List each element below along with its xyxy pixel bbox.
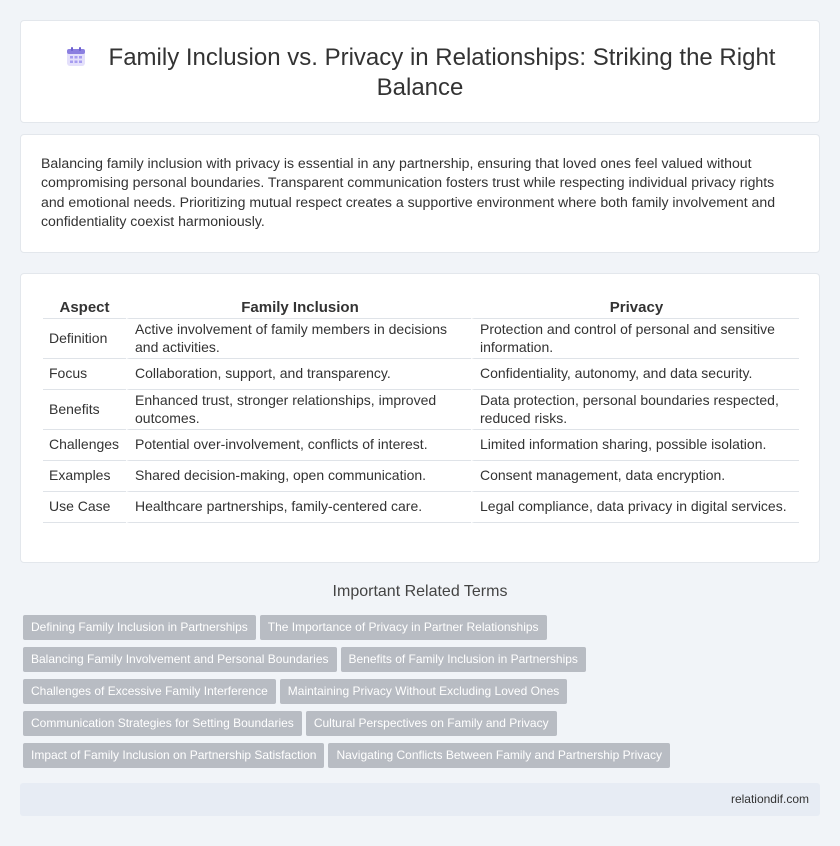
related-term-tag[interactable]: Navigating Conflicts Between Family and Partnership Privacy xyxy=(328,743,669,768)
column-header-privacy: Privacy xyxy=(471,295,799,319)
family-inclusion-cell: Shared decision-making, open communication. xyxy=(126,461,471,492)
aspect-cell: Challenges xyxy=(43,430,126,461)
privacy-cell: Protection and control of personal and sensitive information. xyxy=(471,319,799,359)
aspect-cell: Definition xyxy=(43,319,126,359)
family-inclusion-cell: Healthcare partnerships, family-centered care. xyxy=(126,492,471,523)
intro-paragraph: Balancing family inclusion with privacy is essential in any partnership, ensuring that loved ones feel valued without compromising personal boundaries. Transparent communication fosters trust while respecting individual privacy rights and emotional needs. Prioritizing mutual respect creates a supportive environment where both family involvement and confidentiality coexist harmoniously. xyxy=(41,155,776,230)
privacy-cell: Confidentiality, autonomy, and data security. xyxy=(471,359,799,390)
family-inclusion-cell: Collaboration, support, and transparency. xyxy=(126,359,471,390)
comparison-card xyxy=(20,273,820,563)
page-title: Family Inclusion vs. Privacy in Relationships: Striking the Right Balance xyxy=(108,44,776,101)
related-term-tag[interactable]: Communication Strategies for Setting Boundaries xyxy=(23,711,302,736)
table-row xyxy=(43,359,799,390)
privacy-cell: Legal compliance, data privacy in digital services. xyxy=(471,492,799,523)
calendar-icon xyxy=(65,46,87,68)
table-row xyxy=(43,461,799,492)
column-header-family-inclusion: Family Inclusion xyxy=(126,295,471,319)
aspect-cell: Benefits xyxy=(43,390,126,430)
family-inclusion-cell: Active involvement of family members in decisions and activities. xyxy=(126,319,471,359)
header-card xyxy=(20,20,820,123)
aspect-cell: Use Case xyxy=(43,492,126,523)
related-term-tag[interactable]: The Importance of Privacy in Partner Relationships xyxy=(260,615,547,640)
family-inclusion-cell: Potential over-involvement, conflicts of interest. xyxy=(126,430,471,461)
table-row xyxy=(43,430,799,461)
footer-bar xyxy=(20,783,820,816)
aspect-cell: Focus xyxy=(43,359,126,390)
privacy-cell: Limited information sharing, possible isolation. xyxy=(471,430,799,461)
related-terms-heading: Important Related Terms xyxy=(332,583,508,600)
table-row xyxy=(43,390,799,430)
related-terms-list xyxy=(23,615,823,775)
comparison-table xyxy=(43,295,799,523)
related-term-tag[interactable]: Defining Family Inclusion in Partnerships xyxy=(23,615,256,640)
privacy-cell: Data protection, personal boundaries respected, reduced risks. xyxy=(471,390,799,430)
related-term-tag[interactable]: Maintaining Privacy Without Excluding Loved Ones xyxy=(280,679,567,704)
related-term-tag[interactable]: Challenges of Excessive Family Interference xyxy=(23,679,276,704)
footer-site-name[interactable]: relationdif.com xyxy=(730,792,809,806)
table-header-row xyxy=(43,295,799,319)
page-title-row xyxy=(21,43,819,103)
aspect-cell: Examples xyxy=(43,461,126,492)
related-term-tag[interactable]: Balancing Family Involvement and Personal Boundaries xyxy=(23,647,337,672)
table-row xyxy=(43,319,799,359)
related-term-tag[interactable]: Impact of Family Inclusion on Partnership Satisfaction xyxy=(23,743,324,768)
intro-card xyxy=(20,134,820,253)
related-term-tag[interactable]: Benefits of Family Inclusion in Partnerships xyxy=(341,647,586,672)
privacy-cell: Consent management, data encryption. xyxy=(471,461,799,492)
column-header-aspect: Aspect xyxy=(43,295,126,319)
table-row xyxy=(43,492,799,523)
related-term-tag[interactable]: Cultural Perspectives on Family and Privacy xyxy=(306,711,557,736)
family-inclusion-cell: Enhanced trust, stronger relationships, improved outcomes. xyxy=(126,390,471,430)
